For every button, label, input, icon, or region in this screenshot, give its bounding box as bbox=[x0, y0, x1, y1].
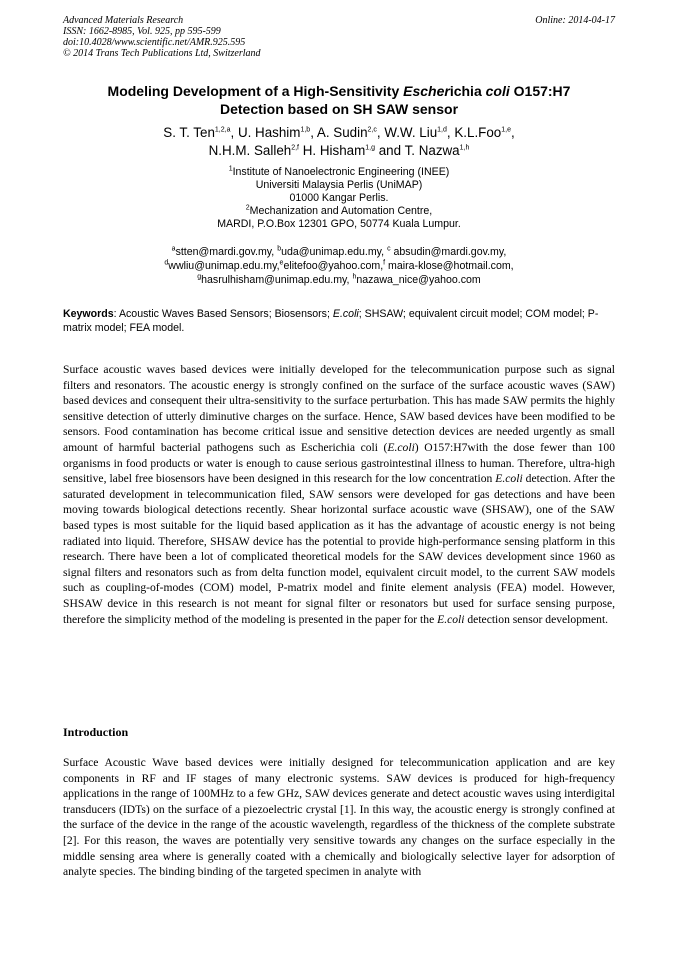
keywords-label: Keywords bbox=[63, 308, 114, 320]
copyright: © 2014 Trans Tech Publications Ltd, Switzerland bbox=[63, 48, 261, 59]
affiliation-1-line-3: 01000 Kangar Perlis. bbox=[289, 192, 389, 204]
email-link[interactable]: wwliu@unimap.edu.my, bbox=[168, 260, 280, 272]
introduction-paragraph: Surface Acoustic Wave based devices were initially designed for telecommunication application and are key components in RF and IF stages of many electronic systems. SAW devices is produced for high-frequency applications in the range of 100MHz to a few GHz, SAW devices generate and detect acoustic waves using interdigital transducers (IDTs) on the surface of a piezoelectric crystal [1]. In this way, the acoustic energy is strongly confined at the surface of the device in the range of the acoustic wavelength, regardless of the thickness of the complete substrate [2]. For this reason, the waves are potentially very sensitive towards any changes on the surface especially in the middle sensing area where is generally coated with a chemically and biologically selective layer for adsorption of analyte species. The binding binding of the targeted specimen in analyte with bbox=[63, 756, 615, 879]
email-link[interactable]: uda@unimap.edu.my, bbox=[281, 246, 385, 258]
author-line-2: N.H.M. Salleh$^{2,f}$ H. Hisham$^{1,g}$ and T. Nazwa$^{1,h}$ bbox=[208, 143, 470, 158]
affiliation-2-line-2: MARDI, P.O.Box 12301 GPO, 50774 Kuala Lumpur. bbox=[217, 218, 461, 230]
keywords: Keywords: Acoustic Waves Based Sensors; Biosensors; E.coli; SHSAW; equivalent circuit model; COM model; P-matrix model; FEA model. bbox=[63, 308, 599, 334]
affiliation-1-line-2: Universiti Malaysia Perlis (UniMAP) bbox=[255, 179, 423, 191]
doi: doi:10.4028/www.scientific.net/AMR.925.595 bbox=[63, 37, 246, 48]
email-line-1: $^a$stten@mardi.gov.my, $^b$uda@unimap.edu.my, $^c$ absudin@mardi.gov.my, bbox=[171, 245, 507, 258]
publication-header bbox=[63, 15, 615, 59]
email-link[interactable]: stten@mardi.gov.my, bbox=[175, 246, 275, 258]
title-line-1: Modeling Development of a High-Sensitivity Escherichia coli O157:H7 bbox=[107, 83, 571, 99]
author-line-1: S. T. Ten$^{1,2,a}$, U. Hashim$^{1,b}$, A. Sudin$^{2,c}$, W.W. Liu$^{1,d}$, K.L.Foo$^{1,e}$, bbox=[163, 125, 515, 140]
affiliation-1: $^1$Institute of Nanoelectronic Engineering (INEE) bbox=[228, 165, 450, 178]
online-date: Online: 2014-04-17 bbox=[535, 15, 615, 26]
abstract: Surface acoustic waves based devices were initially developed for the telecommunication purpose such as signal filters and resonators. The acoustic energy is strongly confined on the surface of the surface acoustic waves (SAW) based devices and consequent their ultra-sensitivity to the surface perturbation. This has made SAW permits the highly sensitive detection of utterly diminutive charges on the surface. Hence, SAW based devices have been modified to be sensors. Food contamination has become critical issue and sensitive detection devices are needed urgently as small amount of harmful bacterial pathogens such as Escherichia coli (E.coli) O157:H7with the dose fewer than 100 organisms in food products or water is enough to cause serious gastrointestinal illness to human. Therefore, ultra-high sensitive, label free biosensors have been designed in this research for the low concentration E.coli detection. After the saturated development in telecommunication filed, SAW sensors were developed for gas detections and have been moving towards biological detections recently. Shear horizontal surface acoustic wave (SHSAW), one of the SAW based types is most suitable for the liquid based application as it has the advantage of acoustic energy is not being radiated into liquid. Therefore, SHSAW device has the potential to provide high-performance sensing platform in this research. There have been a lot of complicated theoretical models for the SAW devices development since 1960 as signal filters and resonators such as from delta function model, equivalent circuit model, to the current SAW models such as coupling-of-modes (COM) model, P-matrix model and finite element analysis (FEA) model. However, SHSAW device in this research is not meant for signal filter or resonators but used for surface sensing purpose, therefore the simplicity method of the modeling is presented in the paper for the E.coli detection sensor development. bbox=[63, 363, 616, 626]
email-link[interactable]: maira-klose@hotmail.com, bbox=[388, 260, 514, 272]
email-link[interactable]: absudin@mardi.gov.my, bbox=[393, 246, 507, 258]
title-line-2: Detection based on SH SAW sensor bbox=[219, 101, 459, 117]
affiliation-2: $^2$Mechanization and Automation Centre, bbox=[245, 204, 433, 217]
email-link[interactable]: nazawa_nice@yahoo.com bbox=[356, 274, 481, 286]
email-line-3: $^g$hasrulhisham@unimap.edu.my, $^h$nazawa_nice@yahoo.com bbox=[197, 273, 481, 286]
author-list bbox=[40, 124, 638, 160]
paper-title bbox=[40, 82, 638, 118]
section-heading-introduction: Introduction bbox=[63, 725, 129, 739]
issn-volume: ISSN: 1662-8985, Vol. 925, pp 595-599 bbox=[63, 26, 221, 37]
email-line-2: $^d$wwliu@unimap.edu.my,$^e$elitefoo@yahoo.com,$^f$ maira-klose@hotmail.com, bbox=[164, 259, 514, 272]
email-link[interactable]: elitefoo@yahoo.com, bbox=[283, 260, 384, 272]
affiliations bbox=[140, 166, 538, 231]
journal-name: Advanced Materials Research bbox=[63, 15, 184, 26]
email-link[interactable]: hasrulhisham@unimap.edu.my, bbox=[201, 274, 350, 286]
author-emails bbox=[70, 245, 608, 287]
